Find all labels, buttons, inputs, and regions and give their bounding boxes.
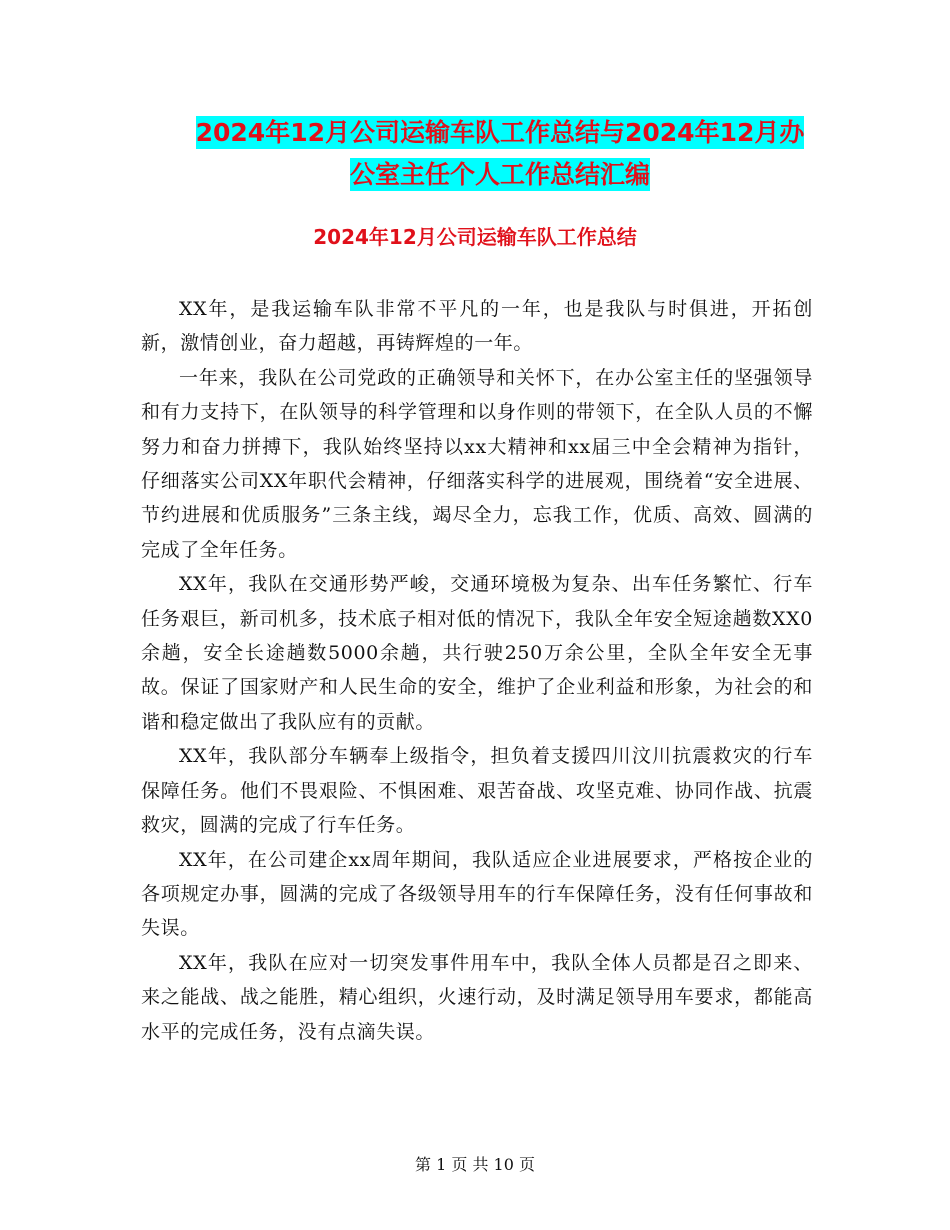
paragraph: 一年来，我队在公司党政的正确领导和关怀下，在办公室主任的坚强领导和有力支持下，在队领导的科学管理和以身作则的带领下，在全队人员的不懈努力和奋力拼搏下，我队始终坚持以xx大精神和xx届三中全会精神为指针，仔细落实公司XX年职代会精神，仔细落实科学的进展观，围绕着“安全进展、节约进展和优质服务”三条主线，竭尽全力，忘我工作，优质、高效、圆满的完成了全年任务。 [141, 366, 813, 561]
document-title [140, 112, 860, 196]
section-title: 2024年12月公司运输车队工作总结 [313, 225, 637, 249]
document-title-line-2: 公室主任个人工作总结汇编 [349, 160, 650, 189]
paragraph: XX年，我队在应对一切突发事件用车中，我队全体人员都是召之即来、来之能战、战之能胜，精心组织，火速行动，及时满足领导用车要求，都能高水平的完成任务，没有点滴失误。 [141, 951, 813, 1043]
paragraph: XX年，我队部分车辆奉上级指令，担负着支援四川汶川抗震救灾的行车保障任务。他们不畏艰险、不惧困难、艰苦奋战、攻坚克难、协同作战、抗震救灾，圆满的完成了行车任务。 [141, 745, 813, 837]
paragraph: XX年，在公司建企xx周年期间，我队适应企业进展要求，严格按企业的各项规定办事，圆满的完成了各级领导用车的行车保障任务，没有任何事故和失误。 [141, 848, 813, 940]
page-footer: 第 1 页 共 10 页 [415, 1155, 535, 1174]
paragraph: XX年，是我运输车队非常不平凡的一年，也是我队与时俱进，开拓创新，激情创业，奋力超越，再铸辉煌的一年。 [141, 298, 813, 355]
document-title-line-1: 2024年12月公司运输车队工作总结与2024年12月办 [195, 118, 805, 147]
paragraph: XX年，我队在交通形势严峻，交通环境极为复杂、出车任务繁忙、行车任务艰巨，新司机多，技术底子相对低的情况下，我队全年安全短途趟数XX0余趟，安全长途趟数5000余趟，共行驶250万余公里，全队全年安全无事故。保证了国家财产和人民生命的安全，维护了企业利益和形象，为社会的和谐和稳定做出了我队应有的贡献。 [141, 573, 813, 733]
document-body [141, 292, 813, 1049]
